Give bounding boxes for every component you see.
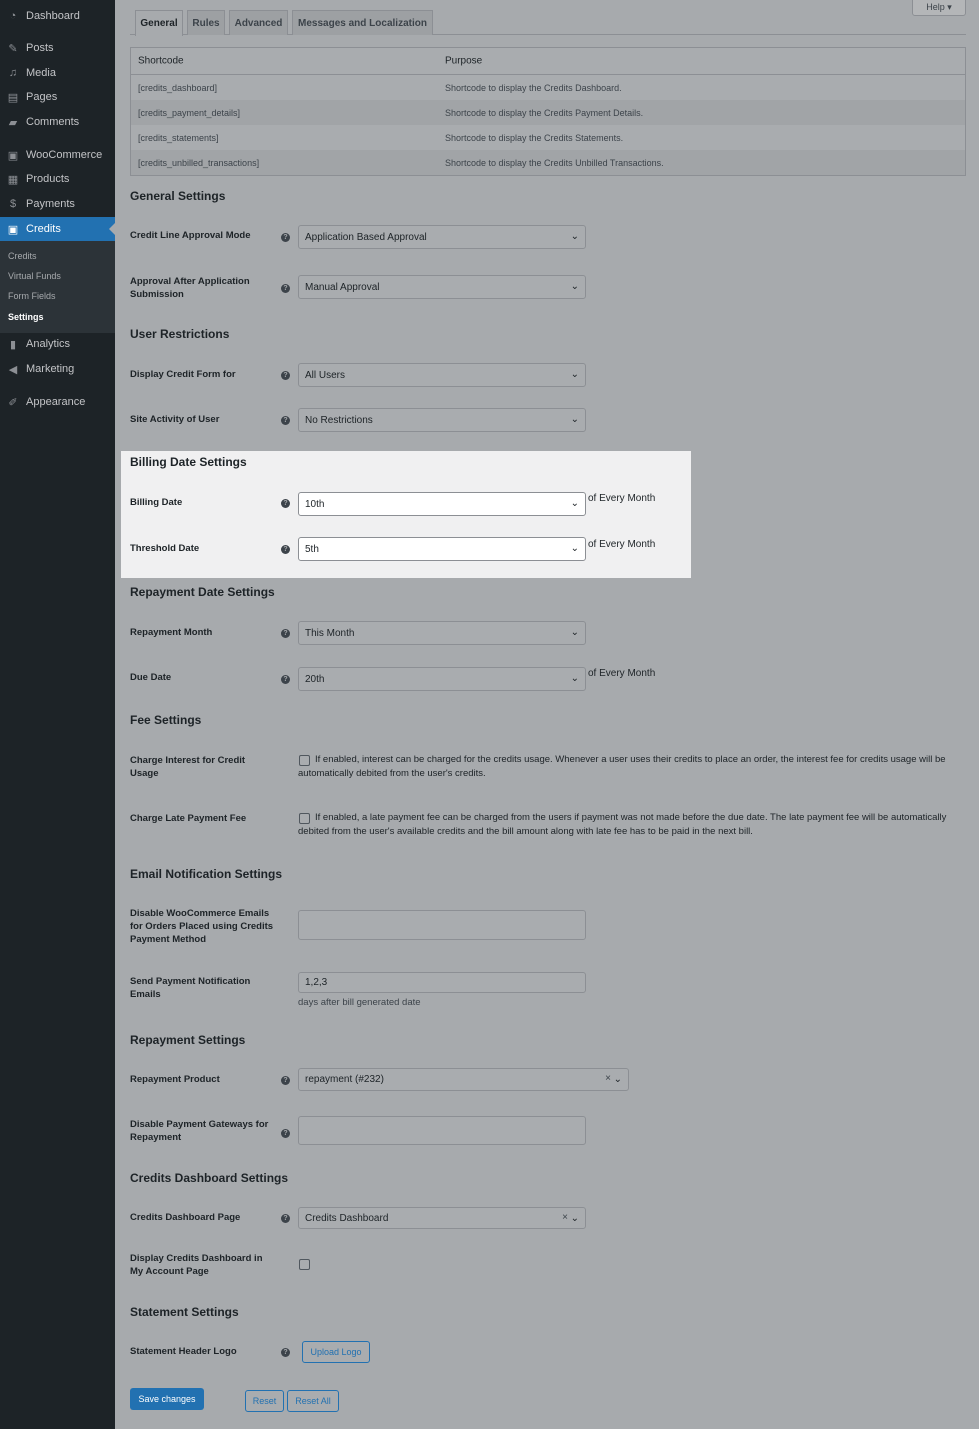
- payments-icon: $: [9, 198, 17, 210]
- sidebar-item-payments[interactable]: $ Payments: [0, 192, 115, 216]
- admin-sidebar: [0, 0, 115, 1429]
- billing-date-select[interactable]: 10th ⌄: [298, 492, 586, 516]
- approval-after-select[interactable]: Manual Approval ⌄: [298, 275, 586, 299]
- due-date-label: Due Date: [130, 672, 172, 683]
- submenu-item-credits[interactable]: Credits: [8, 251, 37, 261]
- chevron-down-icon: ⌄: [570, 673, 579, 684]
- comment-icon: ▰: [8, 116, 18, 129]
- disable-gateways-input[interactable]: [298, 1116, 586, 1145]
- section-general-title: General Settings: [130, 189, 226, 203]
- chevron-down-icon: ⌄: [570, 543, 579, 554]
- table-header: Shortcode Purpose: [131, 48, 965, 75]
- section-dashboard-title: Credits Dashboard Settings: [130, 1171, 289, 1185]
- help-icon[interactable]: ?: [281, 1076, 290, 1085]
- sidebar-item-dashboard[interactable]: ◔ Dashboard: [0, 4, 115, 28]
- chevron-down-icon: ⌄: [613, 1074, 622, 1085]
- threshold-date-suffix: of Every Month: [588, 539, 656, 550]
- disable-emails-label: Disable WooCommerce Emails for Orders Placed using Credits Payment Method: [130, 908, 274, 945]
- repayment-product-select[interactable]: repayment (#232) × ⌄: [298, 1068, 629, 1091]
- display-dashboard-label: Display Credits Dashboard in My Account Page: [130, 1253, 263, 1277]
- chevron-down-icon: ⌄: [570, 627, 579, 638]
- tab-rules[interactable]: Rules: [187, 10, 225, 35]
- help-icon[interactable]: ?: [281, 629, 290, 638]
- section-fee-title: Fee Settings: [130, 713, 202, 727]
- brush-icon: ✐: [8, 396, 18, 409]
- sidebar-item-pages[interactable]: ▤ Pages: [7, 91, 58, 104]
- send-notification-hint: days after bill generated date: [298, 997, 421, 1008]
- site-activity-label: Site Activity of User: [130, 414, 220, 425]
- tab-messages[interactable]: Messages and Localization: [292, 10, 433, 35]
- media-icon: ♫: [8, 67, 18, 79]
- help-icon[interactable]: ?: [281, 233, 290, 242]
- shortcode-table: [130, 47, 966, 176]
- due-date-select[interactable]: 20th ⌄: [298, 667, 586, 691]
- main-content: [115, 0, 979, 1429]
- products-icon: ▦: [7, 173, 19, 186]
- section-repayment-title: Repayment Settings: [130, 1033, 246, 1047]
- chevron-down-icon: ⌄: [570, 369, 579, 380]
- late-fee-label: Charge Late Payment Fee: [130, 813, 247, 824]
- help-button[interactable]: Help ▾: [912, 0, 966, 16]
- section-repayment-date-title: Repayment Date Settings: [130, 585, 275, 599]
- send-notification-label: Send Payment Notification Emails: [130, 976, 251, 1000]
- display-form-label: Display Credit Form for: [130, 369, 236, 380]
- table-row: [credits_payment_details] Shortcode to display the Credits Payment Details.: [131, 100, 965, 125]
- section-user-title: User Restrictions: [130, 327, 230, 341]
- tab-general[interactable]: General: [135, 10, 183, 36]
- header-logo-label: Statement Header Logo: [130, 1346, 237, 1357]
- upload-logo-button[interactable]: Upload Logo: [302, 1341, 370, 1363]
- submenu-item-settings[interactable]: Settings: [8, 312, 44, 322]
- chart-icon: ▮: [9, 338, 17, 351]
- repayment-month-label: Repayment Month: [130, 627, 213, 638]
- charge-interest-description: If enabled, interest can be charged for the credits usage. Whenever a user uses their credits to place an order, the interest fee for credits usage will be automatically debited from the user's credits.: [298, 754, 946, 779]
- dashboard-page-label: Credits Dashboard Page: [130, 1212, 241, 1223]
- due-date-suffix: of Every Month: [588, 668, 656, 679]
- help-icon[interactable]: ?: [281, 371, 290, 380]
- repayment-month-select[interactable]: This Month ⌄: [298, 621, 586, 645]
- sidebar-item-appearance[interactable]: ✐ Appearance: [0, 390, 115, 414]
- sidebar-item-marketing[interactable]: ◀ Marketing: [0, 357, 115, 381]
- tab-advanced[interactable]: Advanced: [229, 10, 288, 35]
- table-row: [credits_unbilled_transactions] Shortcode to display the Credits Unbilled Transactions.: [131, 150, 965, 175]
- help-icon[interactable]: ?: [281, 675, 290, 684]
- disable-emails-input[interactable]: [298, 910, 586, 940]
- settings-tabs: [130, 10, 966, 35]
- sidebar-item-woocommerce[interactable]: ▣ WooCommerce: [7, 149, 103, 162]
- help-icon[interactable]: ?: [281, 1348, 290, 1357]
- billing-date-suffix: of Every Month: [588, 493, 656, 504]
- repayment-product-label: Repayment Product: [130, 1074, 220, 1085]
- section-email-title: Email Notification Settings: [130, 867, 283, 881]
- help-icon[interactable]: ?: [281, 284, 290, 293]
- reset-button[interactable]: Reset: [245, 1390, 284, 1412]
- save-changes-button[interactable]: Save changes: [130, 1388, 204, 1410]
- sidebar-item-credits[interactable]: ▣ Credits: [0, 217, 115, 241]
- clear-icon[interactable]: ×: [605, 1073, 611, 1084]
- sidebar-item-products[interactable]: ▦ Products: [7, 173, 70, 186]
- chevron-down-icon: ⌄: [570, 498, 579, 509]
- woo-icon: ▣: [7, 149, 19, 162]
- clear-icon[interactable]: ×: [562, 1212, 568, 1223]
- site-activity-select[interactable]: No Restrictions ⌄: [298, 408, 586, 432]
- megaphone-icon: ◀: [8, 363, 18, 376]
- sidebar-item-analytics[interactable]: ▮ Analytics: [0, 332, 115, 356]
- help-icon[interactable]: ?: [281, 499, 290, 508]
- pin-icon: ✎: [8, 42, 18, 55]
- display-form-select[interactable]: All Users ⌄: [298, 363, 586, 387]
- threshold-date-label: Threshold Date: [130, 543, 200, 554]
- table-row: [credits_statements] Shortcode to display the Credits Statements.: [138, 132, 624, 143]
- sidebar-item-comments[interactable]: ▰ Comments: [0, 110, 115, 134]
- chevron-down-icon: ⌄: [570, 1213, 579, 1224]
- billing-date-label: Billing Date: [130, 497, 183, 508]
- late-fee-description: If enabled, a late payment fee can be charged from the users if payment was not made before the due date. The late payment fee will be automatically debited from the user's available credits and the bill amount along with late fee has to be paid in the next bill.: [298, 812, 947, 837]
- help-icon[interactable]: ?: [281, 1129, 290, 1138]
- chevron-down-icon: ⌄: [570, 281, 579, 292]
- section-statement-title: Statement Settings: [130, 1305, 239, 1319]
- display-dashboard-checkbox[interactable]: [299, 1259, 310, 1270]
- chevron-down-icon: ⌄: [570, 414, 579, 425]
- help-icon[interactable]: ?: [281, 545, 290, 554]
- help-icon[interactable]: ?: [281, 416, 290, 425]
- threshold-date-select[interactable]: 5th ⌄: [298, 537, 586, 561]
- submenu-item-virtual-funds[interactable]: Virtual Funds: [8, 271, 61, 281]
- approval-mode-label: Credit Line Approval Mode: [130, 230, 251, 241]
- approval-after-label: Approval After Application Submission: [130, 276, 250, 300]
- disable-gateways-label: Disable Payment Gateways for Repayment: [130, 1119, 269, 1143]
- pages-icon: ▤: [7, 91, 19, 104]
- credits-icon: ▣: [7, 223, 19, 236]
- chevron-down-icon: ⌄: [570, 231, 579, 242]
- reset-all-button[interactable]: Reset All: [287, 1390, 339, 1412]
- sidebar-item-posts[interactable]: ✎ Posts: [0, 36, 115, 60]
- send-notification-input[interactable]: 1,2,3: [298, 972, 586, 993]
- charge-interest-label: Charge Interest for Credit Usage: [130, 755, 246, 779]
- help-icon[interactable]: ?: [281, 1214, 290, 1223]
- sidebar-item-media[interactable]: ♫ Media: [0, 61, 115, 85]
- section-billing-title: Billing Date Settings: [130, 455, 247, 469]
- dashboard-icon: ◔: [9, 10, 17, 22]
- approval-mode-select[interactable]: Application Based Approval ⌄: [298, 225, 586, 249]
- table-row: [credits_dashboard] Shortcode to display the Credits Dashboard.: [138, 82, 622, 93]
- submenu-item-form-fields[interactable]: Form Fields: [8, 291, 56, 301]
- dashboard-page-select[interactable]: Credits Dashboard × ⌄: [298, 1207, 586, 1229]
